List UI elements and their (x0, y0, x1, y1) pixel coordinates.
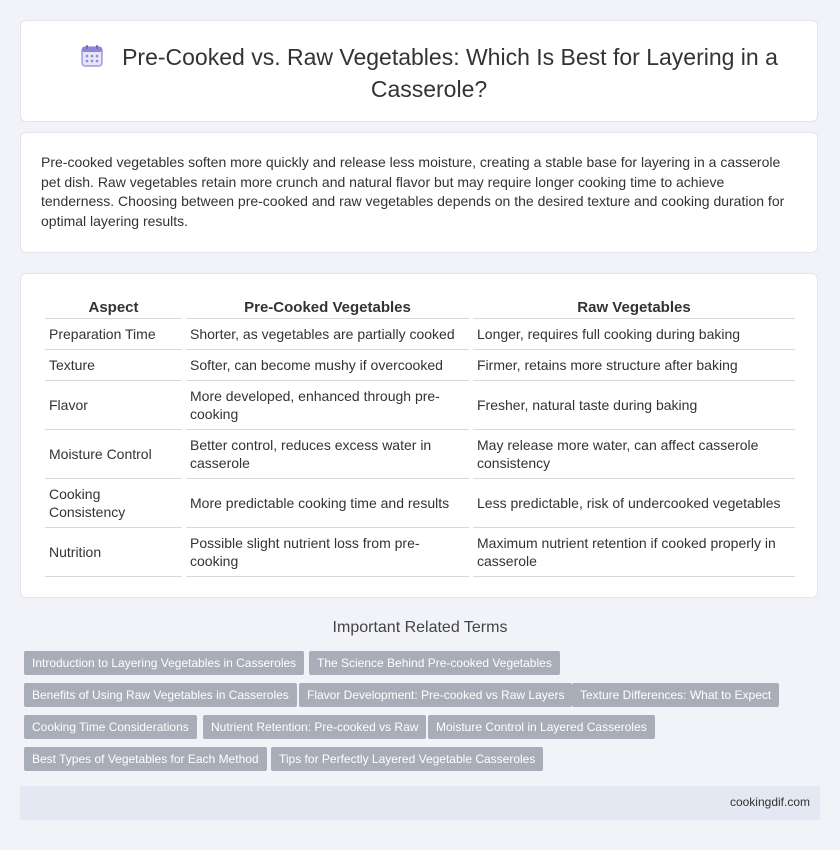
table-row (45, 381, 795, 430)
related-tag-texture-differences[interactable]: Texture Differences: What to Expect (572, 683, 779, 707)
header-aspect: Aspect (45, 296, 182, 319)
related-terms-title: Important Related Terms (332, 619, 508, 636)
cell-aspect: Cooking Consistency (45, 479, 182, 528)
title-card (20, 20, 818, 122)
footer-site-link[interactable]: cookingdif.com (729, 795, 810, 809)
table-header-row (45, 296, 795, 319)
related-tag-raw-benefits[interactable]: Benefits of Using Raw Vegetables in Casseroles (24, 683, 297, 707)
table-row (45, 430, 795, 479)
cell-aspect: Nutrition (45, 528, 182, 577)
cell-aspect: Flavor (45, 381, 182, 430)
header-raw: Raw Vegetables (473, 296, 795, 319)
related-tag-cooking-time[interactable]: Cooking Time Considerations (24, 715, 197, 739)
cell-pre-cooked: More predictable cooking time and results (186, 479, 469, 528)
cell-raw: Less predictable, risk of undercooked vegetables (473, 479, 795, 528)
related-tag-moisture-control[interactable]: Moisture Control in Layered Casseroles (428, 715, 655, 739)
related-tag-nutrient-retention[interactable]: Nutrient Retention: Pre-cooked vs Raw (203, 715, 426, 739)
related-tag-best-vegetables[interactable]: Best Types of Vegetables for Each Method (24, 747, 267, 771)
cell-pre-cooked: Better control, reduces excess water in casserole (186, 430, 469, 479)
table-row (45, 319, 795, 350)
related-tag-precooked-science[interactable]: The Science Behind Pre-cooked Vegetables (309, 651, 560, 675)
related-tag-flavor-development[interactable]: Flavor Development: Pre-cooked vs Raw Layers (299, 683, 572, 707)
intro-paragraph: Pre-cooked vegetables soften more quickly and release less moisture, creating a stable base for layering in a casserole pet dish. Raw vegetables retain more crunch and natural flavor but may require longer cooking time to achieve tenderness. Choosing between pre-cooked and raw vegetables depends on the desired texture and cooking duration for optimal layering results. (41, 154, 785, 229)
cell-pre-cooked: More developed, enhanced through pre-cooking (186, 381, 469, 430)
table-row (45, 350, 795, 381)
cell-pre-cooked: Possible slight nutrient loss from pre-cooking (186, 528, 469, 577)
cell-raw: Maximum nutrient retention if cooked properly in casserole (473, 528, 795, 577)
cell-aspect: Moisture Control (45, 430, 182, 479)
cell-aspect: Texture (45, 350, 182, 381)
cell-pre-cooked: Softer, can become mushy if overcooked (186, 350, 469, 381)
page-title: Pre-Cooked vs. Raw Vegetables: Which Is Best for Layering in a Casserole? (122, 44, 778, 102)
cell-pre-cooked: Shorter, as vegetables are partially cooked (186, 319, 469, 350)
cell-raw: Firmer, retains more structure after baking (473, 350, 795, 381)
footer (20, 786, 820, 820)
comparison-table (41, 296, 799, 577)
related-tag-layering-tips[interactable]: Tips for Perfectly Layered Vegetable Casseroles (271, 747, 543, 771)
header-pre-cooked: Pre-Cooked Vegetables (186, 296, 469, 319)
comparison-table-card (20, 273, 818, 598)
table-row (45, 479, 795, 528)
related-tag-layering-intro[interactable]: Introduction to Layering Vegetables in Casseroles (24, 651, 304, 675)
cell-raw: Longer, requires full cooking during baking (473, 319, 795, 350)
intro-card (20, 132, 818, 253)
cell-raw: Fresher, natural taste during baking (473, 381, 795, 430)
calendar-icon (80, 44, 104, 75)
cell-aspect: Preparation Time (45, 319, 182, 350)
page-title-wrap (61, 43, 797, 104)
table-row (45, 528, 795, 577)
cell-raw: May release more water, can affect casserole consistency (473, 430, 795, 479)
